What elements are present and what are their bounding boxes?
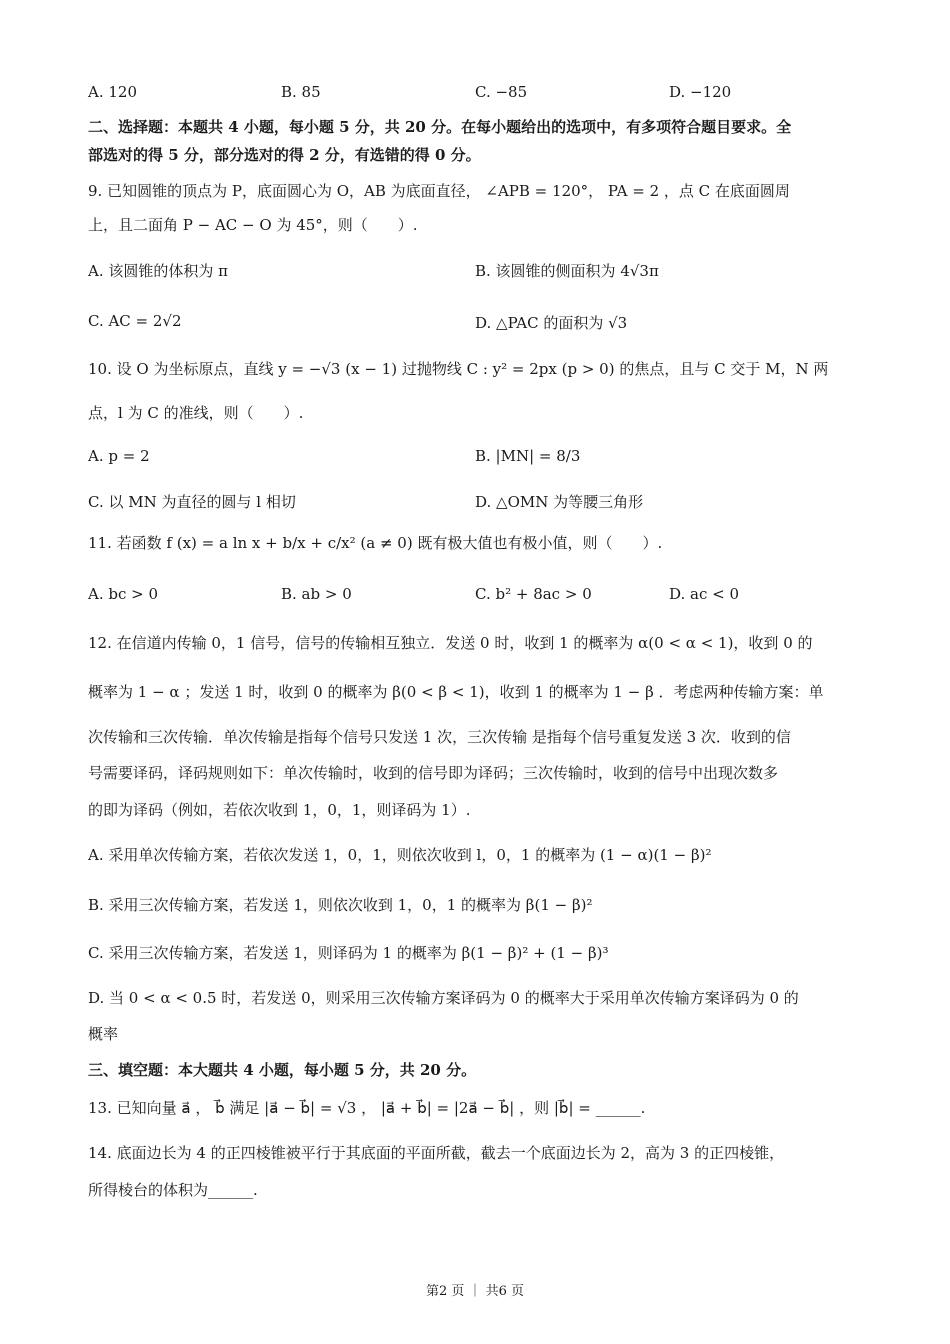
q12-stem-line5: 的即为译码（例如，若依次收到 1，0，1，则译码为 1）. (88, 801, 471, 819)
section2-heading-line2: 部选对的得 5 分，部分选对的得 2 分，有选错的得 0 分。 (88, 146, 481, 164)
q11-option-c: C. b² + 8ac > 0 (475, 585, 592, 603)
q10-option-b: B. |MN| = 8/3 (475, 447, 581, 465)
q8-option-c: C. −85 (475, 83, 528, 101)
q14-stem-line1: 14. 底面边长为 4 的正四棱锥被平行于其底面的平面所截，截去一个底面边长为 2，高为 3 的正四棱锥， (88, 1144, 785, 1162)
q8-option-b: B. 85 (281, 83, 321, 101)
section3-heading: 三、填空题：本大题共 4 小题，每小题 5 分，共 20 分。 (88, 1061, 477, 1079)
section2-heading-line1: 二、选择题：本题共 4 小题，每小题 5 分，共 20 分。在每小题给出的选项中，有多项符合题目要求。全 (88, 118, 792, 136)
q9-option-d: D. △PAC 的面积为 √3 (475, 314, 628, 332)
q8-option-a: A. 120 (88, 83, 137, 101)
q12-stem-line4: 号需要译码，译码规则如下：单次传输时，收到的信号即为译码；三次传输时，收到的信号中出现次数多 (88, 764, 779, 782)
q12-option-c: C. 采用三次传输方案，若发送 1，则译码为 1 的概率为 β(1 − β)² + (1 − β)³ (88, 944, 609, 962)
page-footer: 第2 页 ｜ 共6 页 (425, 1284, 525, 1299)
q10-option-d: D. △OMN 为等腰三角形 (475, 493, 644, 511)
q12-option-a: A. 采用单次传输方案，若依次发送 1，0，1，则依次收到 l，0，1 的概率为 (1 − α)(1 − β)² (88, 846, 712, 864)
q13-stem: 13. 已知向量 a⃗ ， b⃗ 满足 |a⃗ − b⃗| = √3 ， |a⃗ + b⃗| = |2a⃗ − b⃗| ，则 |b⃗| = ______. (88, 1099, 646, 1117)
q12-option-d-line1: D. 当 0 < α < 0.5 时，若发送 0，则采用三次传输方案译码为 0 的概率大于采用单次传输方案译码为 0 的 (88, 989, 799, 1007)
q11-option-b: B. ab > 0 (281, 585, 352, 603)
q10-option-a: A. p = 2 (88, 447, 150, 465)
q9-option-b: B. 该圆锥的侧面积为 4√3π (475, 262, 659, 280)
q12-option-d-line2: 概率 (88, 1025, 119, 1043)
q9-stem-line2: 上，且二面角 P − AC − O 为 45°，则（ ）. (88, 216, 418, 234)
q12-option-b: B. 采用三次传输方案，若发送 1，则依次收到 1，0，1 的概率为 β(1 − β)² (88, 896, 593, 914)
q9-option-a: A. 该圆锥的体积为 π (88, 262, 228, 280)
q10-stem-line1: 10. 设 O 为坐标原点，直线 y = −√3 (x − 1) 过抛物线 C : y² = 2px (p > 0) 的焦点，且与 C 交于 M，N 两 (88, 360, 829, 378)
q14-stem-line2: 所得棱台的体积为______. (88, 1181, 258, 1199)
q9-stem-line1: 9. 已知圆锥的顶点为 P，底面圆心为 O，AB 为底面直径， ∠APB = 120°， PA = 2 ，点 C 在底面圆周 (88, 182, 790, 200)
q10-stem-line2: 点，l 为 C 的准线，则（ ）. (88, 404, 304, 422)
q12-stem-line2: 概率为 1 − α ；发送 1 时，收到 0 的概率为 β(0 < β < 1)，收到 1 的概率为 1 − β ．考虑两种传输方案：单 (88, 683, 824, 701)
q11-option-a: A. bc > 0 (88, 585, 159, 603)
q12-stem-line1: 12. 在信道内传输 0，1 信号，信号的传输相互独立．发送 0 时，收到 1 的概率为 α(0 < α < 1)，收到 0 的 (88, 634, 813, 652)
q9-option-c: C. AC = 2√2 (88, 312, 182, 330)
q8-option-d: D. −120 (669, 83, 732, 101)
q12-stem-line3: 次传输和三次传输．单次传输是指每个信号只发送 1 次，三次传输 是指每个信号重复发送 3 次．收到的信 (88, 728, 791, 746)
q11-option-d: D. ac < 0 (669, 585, 740, 603)
q11-stem-line1: 11. 若函数 f (x) = a ln x + b/x + c/x² (a ≠ 0) 既有极大值也有极小值，则（ ）. (88, 534, 663, 552)
q10-option-c: C. 以 MN 为直径的圆与 l 相切 (88, 493, 296, 511)
